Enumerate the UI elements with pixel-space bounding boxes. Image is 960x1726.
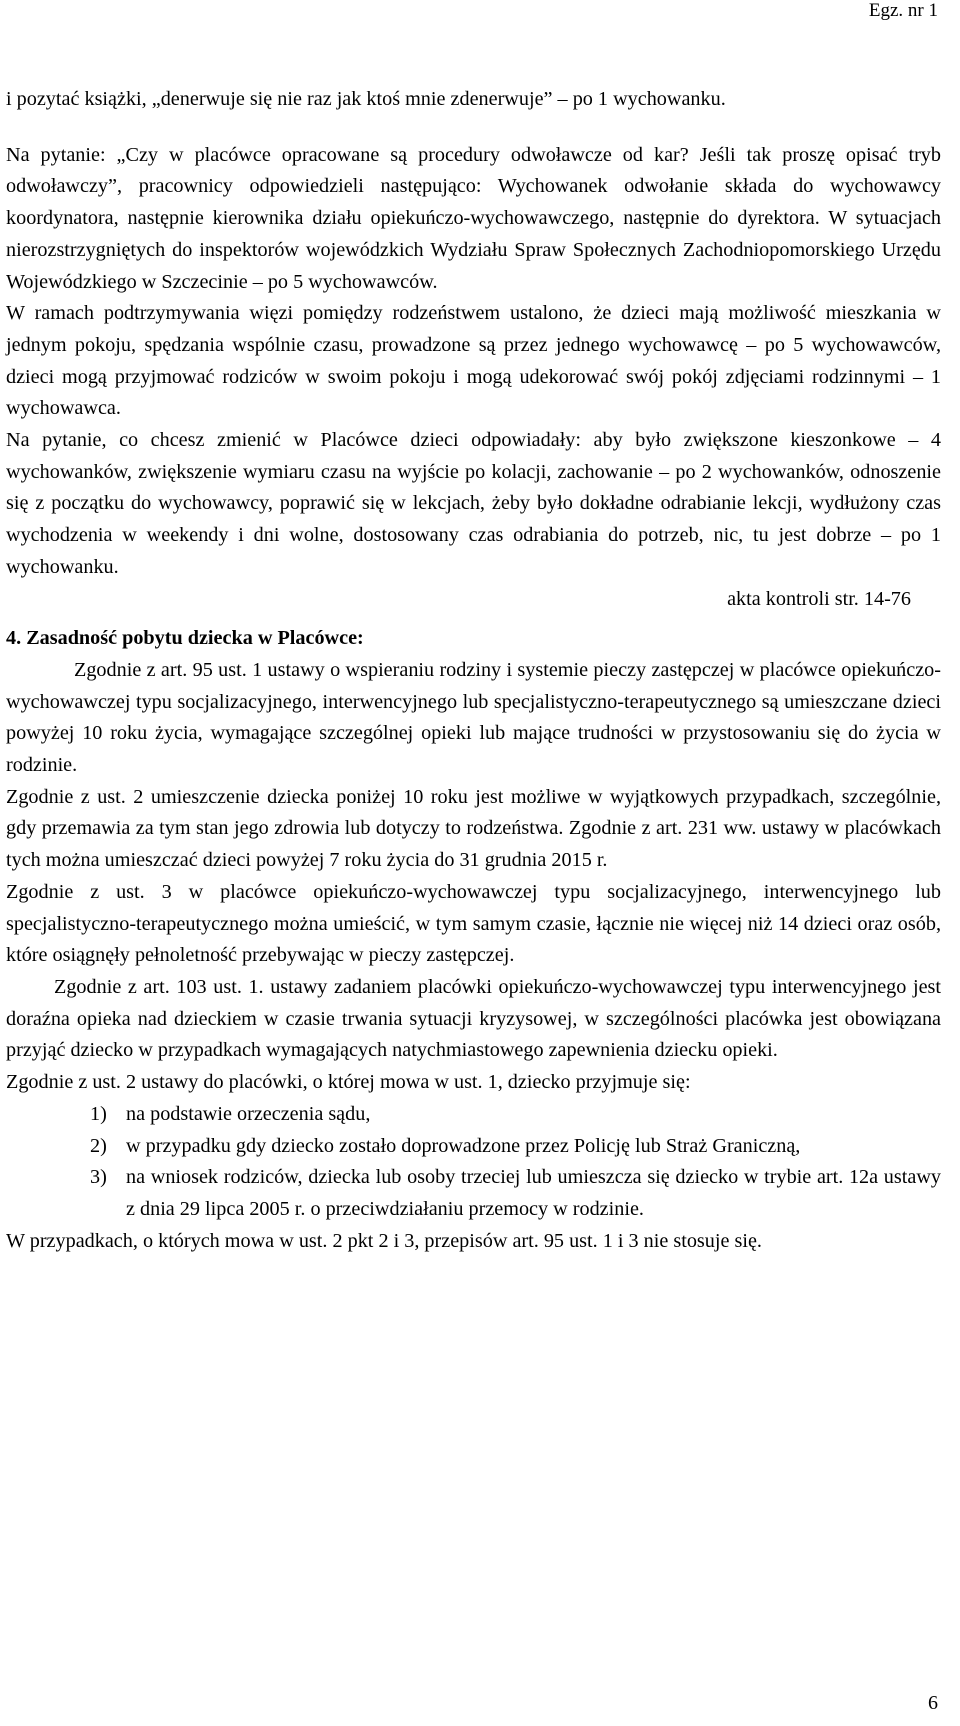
paragraph-1: i pozytać książki, „denerwuje się nie raz jak ktoś mnie zdenerwuje” – po 1 wychowanku.	[6, 88, 726, 110]
list-item-text: w przypadku gdy dziecko zostało doprowadzone przez Policję lub Straż Graniczną,	[126, 1134, 801, 1157]
list-item	[6, 1099, 941, 1131]
paragraph-8: Zgodnie z art. 103 ust. 1. ustawy zadaniem placówki opiekuńczo-wychowawczej typu interwencyjnego jest doraźna opieka nad dzieckiem w czasie trwania sytuacji kryzysowej, w szczególności placówka jest obowiązana przyjąć dziecko w przypadkach wymagających natychmiastowego zapewnienia dziecku opieki.	[6, 975, 941, 1062]
numbered-list	[6, 1099, 941, 1226]
spacer	[6, 116, 941, 140]
reference-note: akta kontroli str. 14-76	[727, 587, 911, 610]
paragraph-7: Zgodnie z ust. 3 w placówce opiekuńczo-wychowawczej typu socjalizacyjnego, interwencyjnego lub specjalistyczno-terapeutycznego można umieścić, w tym samym czasie, łącznie nie więcej niż 14 dzieci oraz osób, które osiągnęły pełnoletność przebywając w pieczy zastępczej.	[6, 880, 941, 967]
spacer	[6, 615, 941, 623]
list-item-text: na wniosek rodziców, dziecka lub osoby trzeciej lub umieszcza się dziecko w trybie art. 12a ustawy z dnia 29 lipca 2005 r. o przeciwdziałaniu przemocy w rodzinie.	[126, 1166, 941, 1220]
list-item-number: 2)	[90, 1134, 107, 1157]
list-item	[6, 1131, 941, 1163]
list-item	[6, 1162, 941, 1225]
paragraph-9: Zgodnie z ust. 2 ustawy do placówki, o której mowa w ust. 1, dziecko przyjmuje się:	[6, 1071, 691, 1094]
list-item-number: 1)	[90, 1102, 107, 1125]
document-body	[6, 84, 941, 1257]
paragraph-5: Zgodnie z art. 95 ust. 1 ustawy o wspieraniu rodziny i systemie pieczy zastępczej w placówce opiekuńczo-wychowawczej typu socjalizacyjnego, interwencyjnego lub specjalistyczno-terapeutycznego są umieszczane dzieci powyżej 10 roku życia, wymagające szczególnej opieki lub mające trudności w przystosowaniu się do życia w rodzinie.	[6, 658, 941, 777]
list-item-number: 3)	[90, 1166, 107, 1189]
copy-number-label: Egz. nr 1	[868, 0, 938, 21]
list-item-text: na podstawie orzeczenia sądu,	[126, 1102, 371, 1125]
paragraph-2: Na pytanie: „Czy w placówce opracowane są procedury odwoławcze od kar? Jeśli tak proszę opisać tryb odwoławczy”, pracownicy odpowiedzieli następująco: Wychowanek odwołanie składa do wychowawcy koordynatora, następnie kierownika działu opiekuńczo-wychowawczego, następnie do dyrektora. W sytuacjach nierozstrzygniętych do inspektorów wojewódzkich Wydziału Spraw Społecznych Zachodniopomorskiego Urzędu Wojewódzkiego w Szczecinie – po 5 wychowawców.	[6, 143, 941, 293]
paragraph-4: Na pytanie, co chcesz zmienić w Placówce dzieci odpowiadały: aby było zwiększone kieszonkowe – 4 wychowanków, zwiększenie wymiaru czasu na wyjście po kolacji, zachowanie – po 2 wychowanków, odnoszenie się z początku do wychowawcy, poprawić się w lekcjach, żeby było dokładne odrabianie lekcji, wydłużony czas wychodzenia w weekendy i dni wolne, dostosowany czas odrabiania do potrzeb, nic, tu jest dobrze – po 1 wychowanku.	[6, 429, 941, 578]
section-heading: 4. Zasadność pobytu dziecka w Placówce:	[6, 627, 364, 650]
paragraph-3: W ramach podtrzymywania więzi pomiędzy rodzeństwem ustalono, że dzieci mają możliwość mieszkania w jednym pokoju, spędzania wspólnie czasu, prowadzone są przez jednego wychowawcę – po 5 wychowawców, dzieci mogą przyjmować rodziców w swoim pokoju i mogą udekorować swój pokój zdjęciami rodzinnymi – 1 wychowawca.	[6, 302, 941, 420]
page-number: 6	[928, 1692, 938, 1714]
paragraph-6: Zgodnie z ust. 2 umieszczenie dziecka poniżej 10 roku jest możliwe w wyjątkowych przypadkach, szczególnie, gdy przemawia za tym stan jego zdrowia lub dotyczy to rodzeństwa. Zgodnie z art. 231 ww. ustawy w placówkach tych można umieszczać dzieci powyżej 7 roku życia do 31 grudnia 2015 r.	[6, 785, 941, 872]
paragraph-10: W przypadkach, o których mowa w ust. 2 pkt 2 i 3, przepisów art. 95 ust. 1 i 3 nie stosuje się.	[6, 1229, 762, 1252]
